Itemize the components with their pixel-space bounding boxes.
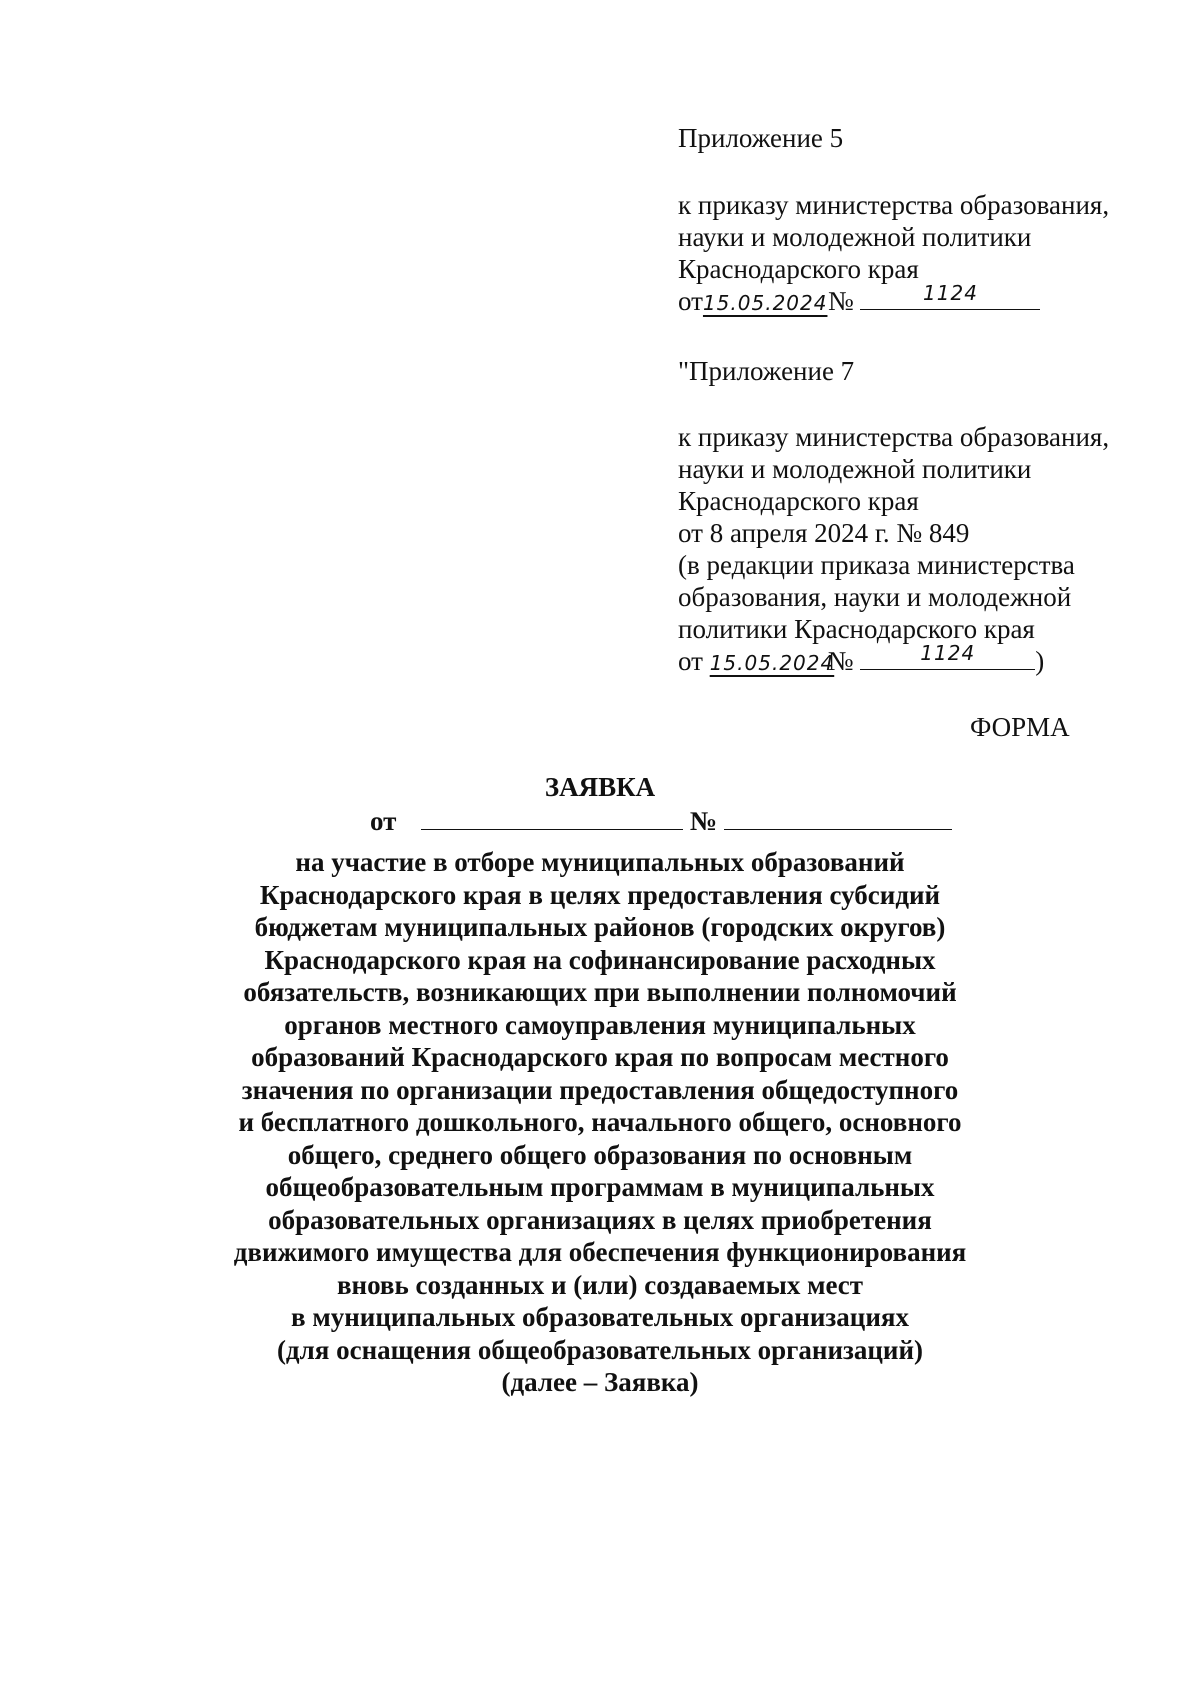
appendix-5-line: к приказу министерства образования,	[678, 190, 1110, 220]
closing-paren: )	[1035, 646, 1045, 676]
appendix-7-line: науки и молодежной политики	[678, 454, 1032, 484]
appendix-7-line: (в редакции приказа министерства	[678, 550, 1075, 580]
appendix-7-title: "Приложение 7	[678, 356, 855, 386]
appendix-7-line: политики Краснодарского края	[678, 614, 1035, 644]
appendix-5-line: Краснодарского края	[678, 254, 919, 284]
body-line: вновь созданных и (или) создаваемых мест	[336, 1269, 864, 1300]
appendix-7-reference	[678, 421, 1158, 679]
handwritten-number: 1124	[923, 281, 978, 305]
number-blank	[860, 281, 1040, 310]
from-prefix: от	[370, 806, 397, 836]
body-line: органов местного самоуправления муниципальных	[284, 1009, 916, 1040]
appendix-5-date-line	[678, 281, 1158, 319]
body-line: обязательств, возникающих при выполнении полномочий	[243, 977, 957, 1007]
body-line: образований Краснодарского края по вопросам местного	[251, 1042, 949, 1072]
date-prefix: от	[678, 286, 703, 316]
handwritten-date: 15.05.2024	[702, 291, 828, 315]
body-line: общеобразовательным программам в муниципальных	[265, 1172, 935, 1202]
appendix-7-line: от 8 апреля 2024 г. № 849	[678, 518, 970, 548]
date-prefix: от	[678, 646, 703, 676]
number-blank	[724, 807, 952, 830]
body-line: Краснодарского края на софинансирование расходных	[264, 944, 936, 975]
number-sign: №	[689, 806, 718, 836]
appendix-7-block	[678, 355, 1158, 387]
application-number-row	[370, 806, 952, 837]
number-sign: №	[827, 286, 854, 316]
handwritten-number: 1124	[920, 641, 976, 665]
date-blank	[421, 807, 683, 830]
number-sign: №	[827, 646, 854, 676]
handwritten-date: 15.05.2024	[709, 651, 835, 675]
appendix-5-reference	[678, 189, 1158, 319]
form-label: ФОРМА	[970, 712, 1070, 742]
body-line: на участие в отборе муниципальных образований	[295, 847, 905, 877]
application-title: ЗАЯВКА	[544, 772, 656, 802]
body-line: и бесплатного дошкольного, начального общего, основного	[238, 1107, 962, 1137]
body-line: в муниципальных образовательных организациях	[291, 1302, 909, 1332]
body-line: общего, среднего общего образования по основным	[287, 1139, 913, 1170]
number-blank	[860, 641, 1035, 670]
body-line: образовательных организациях в целях приобретения	[268, 1204, 932, 1235]
body-line: (далее – Заявка)	[501, 1367, 699, 1397]
application-body	[150, 846, 1050, 1399]
appendix-7-line: Краснодарского края	[678, 486, 919, 516]
body-line: бюджетам муниципальных районов (городских округов)	[254, 912, 946, 942]
appendix-5-block	[678, 122, 1158, 154]
appendix-5-title: Приложение 5	[678, 123, 844, 153]
body-line: значения по организации предоставления общедоступного	[241, 1074, 959, 1105]
body-line: (для оснащения общеобразовательных организаций)	[276, 1334, 924, 1365]
body-line: движимого имущества для обеспечения функционирования	[233, 1237, 967, 1267]
body-line: Краснодарского края в целях предоставления субсидий	[259, 879, 941, 910]
appendix-7-line: к приказу министерства образования,	[678, 422, 1110, 452]
appendix-7-date-line	[678, 641, 1158, 679]
appendix-7-line: образования, науки и молодежной	[678, 582, 1072, 612]
appendix-5-line: науки и молодежной политики	[678, 222, 1032, 252]
